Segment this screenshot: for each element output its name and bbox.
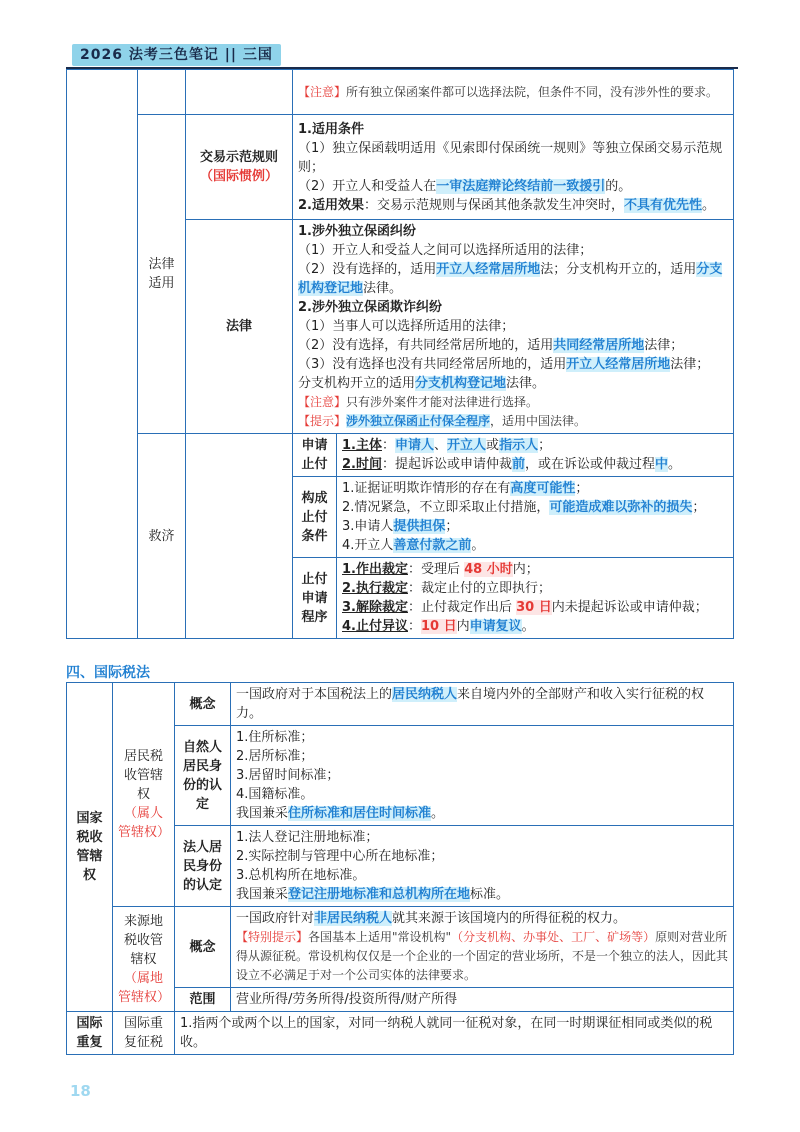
text-line xyxy=(298,393,728,412)
text-line xyxy=(342,536,728,555)
highlight: 居民纳税人 xyxy=(392,687,458,702)
text-line xyxy=(298,374,728,393)
text-span: 内； xyxy=(512,562,539,577)
text-span: 1.证据证明欺诈情形的存在有 xyxy=(342,481,511,496)
text-line xyxy=(298,260,728,298)
text-line xyxy=(298,177,728,196)
residence-sub: （属人管辖权） xyxy=(118,806,171,840)
text-line: 4.国籍标准。 xyxy=(236,787,314,802)
rule-name: 交易示范规则 xyxy=(199,150,278,165)
text-span: 2.适用效果 xyxy=(298,197,364,213)
text-span: ：止付裁定作出后 xyxy=(407,600,517,615)
text-span: （2）没有选择，有共同经常居所地的，适用 xyxy=(298,338,554,353)
national-tax-label: 国家税收管辖权 xyxy=(67,683,113,1012)
text-span: （2）开立人和受益人在 xyxy=(298,178,437,194)
table-row xyxy=(67,683,734,726)
text-span: ：裁定止付的立即执行； xyxy=(407,581,551,596)
text-span: 。 xyxy=(471,538,485,553)
double-tax-label: 国际重复 xyxy=(67,1012,113,1055)
text-line: 1.法人登记注册地标准； xyxy=(236,830,379,845)
law-content xyxy=(293,220,734,434)
text-span: ，适用中国法律。 xyxy=(490,414,587,428)
table-row xyxy=(67,70,734,115)
blank-cell xyxy=(67,70,138,639)
text-line: 3.总机构所在地标准。 xyxy=(236,868,366,883)
text-line: 2.涉外独立保函欺诈纠纷 xyxy=(298,300,442,315)
blank-cell xyxy=(138,70,186,115)
section-title: 四、国际税法 xyxy=(66,665,150,681)
text-span: ： xyxy=(407,619,421,634)
text-line: （1）开立人和受益人之间可以选择所适用的法律； xyxy=(298,243,593,258)
text-line xyxy=(342,479,728,498)
guarantee-table xyxy=(66,69,734,639)
text-span: 2.执行裁定 xyxy=(342,581,408,596)
text-span: 分支机构开立的适用 xyxy=(298,376,416,391)
conditions-label: 构成止付条件 xyxy=(293,477,337,558)
relief-label: 救济 xyxy=(138,434,186,639)
page-number: 18 xyxy=(70,1082,91,1100)
text-span: 法律； xyxy=(670,357,710,372)
double-tax-sub: 国际重复征税 xyxy=(113,1012,175,1055)
text-span: 一国政府对于本国税法上的 xyxy=(236,687,393,702)
scope-content: 营业所得/劳务所得/投资所得/财产所得 xyxy=(231,988,734,1012)
highlight: 高度可能性 xyxy=(510,481,576,496)
text-line xyxy=(298,355,728,374)
highlight: 开立人 xyxy=(447,438,487,453)
text-line: （1）当事人可以选择所适用的法律； xyxy=(298,319,515,334)
residence-title: 居民税收管辖权 xyxy=(123,749,163,802)
natural-person-content xyxy=(231,726,734,826)
highlight: 提供担保 xyxy=(393,519,446,534)
text-span: 、 xyxy=(434,438,448,453)
highlight: 共同经常居所地 xyxy=(553,338,645,353)
residence-label xyxy=(113,683,175,907)
law-label: 法律 xyxy=(186,220,293,434)
highlight: 10 日 xyxy=(421,619,457,634)
highlight: 非居民纳税人 xyxy=(314,911,393,926)
apply-stop-label: 申请止付 xyxy=(293,434,337,477)
text-span: 一国政府针对 xyxy=(236,911,315,926)
text-span: 4.开立人 xyxy=(342,538,394,553)
text-span: ：受理后 xyxy=(407,562,465,577)
text-span: ； xyxy=(538,438,552,453)
rule-label xyxy=(186,115,293,220)
concept-label: 概念 xyxy=(175,683,231,726)
legal-person-content xyxy=(231,826,734,907)
text-line xyxy=(342,560,728,579)
note-tag: 【提示】 xyxy=(298,414,347,428)
text-span: 内未提起诉讼或申请仲裁； xyxy=(551,600,708,615)
text-span: ； xyxy=(692,500,706,515)
text-span: ，或在诉讼或仲裁过程 xyxy=(525,457,656,472)
highlight: 前 xyxy=(512,457,526,472)
text-span: 3.解除裁定 xyxy=(342,600,408,615)
text-span: ： xyxy=(381,438,395,453)
note-tag: 【特别提示】 xyxy=(236,930,309,944)
text-line: 2.实际控制与管理中心所在地标准； xyxy=(236,849,444,864)
text-line xyxy=(236,928,728,985)
text-line: 1.住所标准； xyxy=(236,730,314,745)
rule-content xyxy=(293,115,734,220)
text-span: 。 xyxy=(431,806,445,821)
apply-stop-content xyxy=(337,434,734,477)
text-line xyxy=(342,617,728,636)
highlight: 申请复议 xyxy=(469,619,522,634)
highlight: 申请人 xyxy=(395,438,435,453)
highlight: 分支机构登记地 xyxy=(415,376,507,391)
concept2-content xyxy=(231,907,734,988)
highlight: 开立人经常居所地 xyxy=(566,357,671,372)
highlight: 开立人经常居所地 xyxy=(436,262,541,277)
text-line xyxy=(298,412,728,431)
text-span: 1.作出裁定 xyxy=(342,562,408,577)
text-span: ； xyxy=(575,481,589,496)
text-span: 或 xyxy=(486,438,500,453)
text-line: （1）独立保函载明适用《见索即付保函统一规则》等独立保函交易示范规则； xyxy=(298,140,723,175)
text-line xyxy=(342,436,728,455)
text-span: 2.时间 xyxy=(342,457,382,472)
highlight: 可能造成难以弥补的损失 xyxy=(549,500,693,515)
scope-label: 范围 xyxy=(175,988,231,1012)
text-span: 内 xyxy=(456,619,470,634)
table-row xyxy=(67,907,734,988)
text-line: 1.涉外独立保函纠纷 xyxy=(298,224,416,239)
table-row xyxy=(67,115,734,220)
text-span: 我国兼采 xyxy=(236,887,289,902)
text-span: 。 xyxy=(521,619,535,634)
text-line xyxy=(236,804,728,823)
table-row xyxy=(67,434,734,477)
text-span: 3.申请人 xyxy=(342,519,394,534)
text-span: 法；分支机构开立的，适用 xyxy=(540,262,697,277)
rule-sub: （国际惯例） xyxy=(199,169,278,184)
concept-content xyxy=(231,683,734,726)
highlight: 48 小时 xyxy=(464,562,513,577)
text-line: 2.居所标准； xyxy=(236,749,314,764)
text-span: 来自境内外的全部财产和收入实行征税的权力。 xyxy=(236,687,705,721)
natural-person-label: 自然人居民身份的认定 xyxy=(175,726,231,826)
conditions-content xyxy=(337,477,734,558)
note-tag: 【注意】 xyxy=(298,395,347,409)
text-span: （分支机构、办事处、工厂、矿场等） xyxy=(451,930,656,944)
text-span: 各国基本上适用"常设机构" xyxy=(308,930,452,944)
text-span: 原则对营业所得从源征税。常设机构仅仅是一个企业的一个固定的营业场所，不是一个独立的法人，因此其设立不必满足于对一个公司实体的法律要求。 xyxy=(236,930,729,982)
text-span: 4.止付异议 xyxy=(342,619,408,634)
text-span: ：提起诉讼或申请仲裁 xyxy=(381,457,512,472)
text-span: 只有涉外案件才能对法律进行选择。 xyxy=(346,395,539,409)
highlight: 一审法庭辩论终结前一致援引 xyxy=(436,178,606,194)
text-line xyxy=(298,196,728,215)
concept2-label: 概念 xyxy=(175,907,231,988)
text-line xyxy=(298,336,728,355)
text-span: 。 xyxy=(702,197,716,213)
text-span: （3）没有选择也没有共同经常居所地的，适用 xyxy=(298,357,567,372)
text-span: 法律。 xyxy=(363,281,403,296)
page-header-title: 2026 法考三色笔记 || 三国 xyxy=(72,44,281,66)
highlight: 登记注册地标准和总机构所在地 xyxy=(288,887,471,902)
procedure-label: 止付申请程序 xyxy=(293,558,337,639)
blank-cell xyxy=(186,70,293,115)
note-text: 所有独立保函案件都可以选择法院，但条件不同，没有涉外性的要求。 xyxy=(346,84,719,99)
source-label xyxy=(113,907,175,1012)
text-line: 1.适用条件 xyxy=(298,121,364,137)
blank-cell xyxy=(186,434,293,639)
text-line xyxy=(342,517,728,536)
highlight: 30 日 xyxy=(516,600,552,615)
source-title: 来源地税收管辖权 xyxy=(123,913,163,967)
text-span: 的。 xyxy=(605,178,632,194)
text-line xyxy=(236,885,728,904)
note-tag: 【注意】 xyxy=(298,84,347,99)
text-span: 。 xyxy=(668,457,682,472)
text-span: ：交易示范规则与保函其他条款发生冲突时， xyxy=(363,197,624,213)
highlight: 善意付款之前 xyxy=(393,538,472,553)
table-row xyxy=(67,1012,734,1055)
highlight: 指示人 xyxy=(499,438,539,453)
highlight: 住所标准和居住时间标准 xyxy=(288,806,432,821)
text-line xyxy=(342,455,728,474)
procedure-content xyxy=(337,558,734,639)
text-span: 标准。 xyxy=(470,887,510,902)
highlight: 分支机构登记地 xyxy=(298,262,723,296)
legal-person-label: 法人居民身份的认定 xyxy=(175,826,231,907)
double-tax-content: 1.指两个或两个以上的国家，对同一纳税人就同一征税对象，在同一时期课征相同或类似的税收。 xyxy=(175,1012,734,1055)
highlight: 中 xyxy=(655,457,669,472)
text-span: ； xyxy=(445,519,459,534)
text-span: 2.情况紧急，不立即采取止付措施， xyxy=(342,500,550,515)
text-span: 1.主体 xyxy=(342,438,382,453)
text-line xyxy=(342,579,728,598)
text-line xyxy=(236,909,728,928)
source-sub: （属地管辖权） xyxy=(118,970,171,1005)
text-span: 我国兼采 xyxy=(236,806,289,821)
highlight: 不具有优先性 xyxy=(624,197,703,213)
highlight: 涉外独立保函止付保全程序 xyxy=(346,414,491,428)
text-span: 就其来源于该国境内的所得征税的权力。 xyxy=(392,911,627,926)
tax-table xyxy=(66,682,734,1055)
text-span: （2）没有选择的，适用 xyxy=(298,262,437,277)
text-span: 法律； xyxy=(644,338,684,353)
law-apply-label: 法律适用 xyxy=(138,115,186,434)
text-line: 3.居留时间标准； xyxy=(236,768,340,783)
text-line xyxy=(342,498,728,517)
text-line xyxy=(342,598,728,617)
text-span: 法律。 xyxy=(506,376,546,391)
